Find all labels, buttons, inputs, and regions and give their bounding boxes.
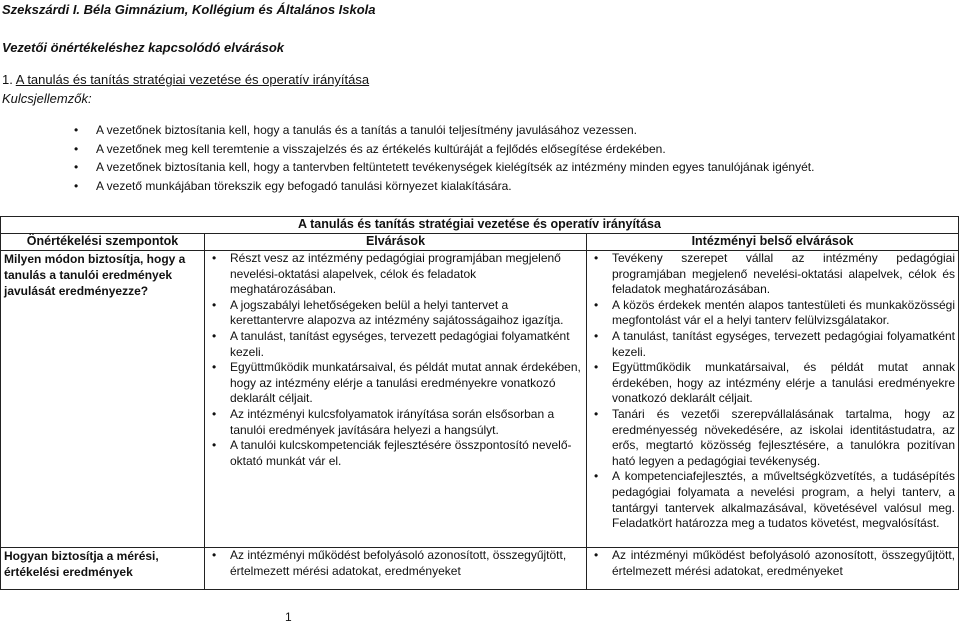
list-item: • A kompetenciafejlesztés, a műveltségközvetítés, a tudásépítés pedagógiai folyamata a nevelési program, a helyi tanterv, a tantárgyi tantervek alkalmazásával, követésével valósul meg. Feladatkört határozza meg a tudatos követést, megvalósítást. bbox=[590, 469, 955, 531]
key-characteristics-list bbox=[68, 121, 948, 195]
list-item: • A vezetőnek biztosítania kell, hogy a tantervben feltüntetett tevékenységek kielégítsék az intézmény minden egyes tanulójának igényét. bbox=[68, 158, 948, 177]
school-name: Szekszárdi I. Béla Gimnázium, Kollégium és Általános Iskola bbox=[2, 2, 376, 17]
document-subtitle: Vezetői önértékeléshez kapcsolódó elvárások bbox=[2, 40, 285, 55]
column-header-expectations: Elvárások bbox=[205, 234, 587, 251]
list-item: • A közös érdekek mentén alapos tantestületi és munkaközösségi megfontolást vár el a helyi tanterv felülvizsgálatakor. bbox=[590, 298, 955, 329]
criterion-cell: Hogyan biztosítja a mérési, értékelési eredmények bbox=[1, 548, 205, 590]
list-item: • Tevékeny szerepet vállal az intézmény pedagógiai programjában megjelenő nevelési-oktatási alapelvek, célok és feladatok meghatározásában. bbox=[590, 251, 955, 298]
section-title-text: A tanulás és tanítás stratégiai vezetése és operatív irányítása bbox=[15, 72, 370, 87]
list-item: • A vezetőnek biztosítania kell, hogy a tanulás és a tanítás a tanulói teljesítmény javulásához vezessen. bbox=[68, 121, 948, 140]
expectations-table bbox=[0, 216, 959, 590]
table-caption: A tanulás és tanítás stratégiai vezetése és operatív irányítása bbox=[1, 217, 959, 234]
list-item: • A jogszabályi lehetőségeken belül a helyi tantervet a kerettantervre alapozva az intézmény sajátosságaihoz igazítja. bbox=[208, 298, 583, 329]
internal-expectations-cell bbox=[587, 548, 959, 590]
table-row bbox=[1, 548, 959, 590]
list-item: • Az intézményi kulcsfolyamatok irányítása során elsősorban a tanulói eredmények javítására helyezi a hangsúlyt. bbox=[208, 407, 583, 438]
column-header-internal: Intézményi belső elvárások bbox=[587, 234, 959, 251]
list-item: • A tanulói kulcskompetenciák fejlesztésére összpontosító nevelő-oktató munkát vár el. bbox=[208, 438, 583, 469]
list-item: • A tanulást, tanítást egységes, tervezett pedagógiai folyamatként kezeli. bbox=[208, 329, 583, 360]
table-row bbox=[1, 251, 959, 548]
list-item: • A tanulást, tanítást egységes, tervezett pedagógiai folyamatként kezeli. bbox=[590, 329, 955, 360]
section-number: 1. bbox=[2, 72, 13, 87]
list-item: • Részt vesz az intézmény pedagógiai programjában megjelenő nevelési-oktatási alapelvek, célok és feladatok meghatározásában. bbox=[208, 251, 583, 298]
criterion-cell: Milyen módon biztosítja, hogy a tanulás a tanulói eredmények javulását eredményezze? bbox=[1, 251, 205, 548]
list-item: • Együttműködik munkatársaival, és példát mutat annak érdekében, hogy az intézmény elérje a tanulási eredményekre vonatkozó deklarált céljait. bbox=[208, 360, 583, 407]
expectations-cell bbox=[205, 251, 587, 548]
list-item: • A vezető munkájában törekszik egy befogadó tanulási környezet kialakítására. bbox=[68, 177, 948, 196]
expectations-cell bbox=[205, 548, 587, 590]
list-item: • Tanári és vezetői szerepvállalásának tartalma, hogy az eredményesség növekedésére, az iskolai identitástudatra, az erős, megtartó közösség fejlesztésére, a tanulókra pozitívan ható legyen a pedagógiai tevékenység. bbox=[590, 407, 955, 469]
page-number: 1 bbox=[285, 610, 292, 624]
column-header-criteria: Önértékelési szempontok bbox=[1, 234, 205, 251]
list-item: • A vezetőnek meg kell teremtenie a visszajelzés és az értékelés kultúráját a fejlődés elősegítése érdekében. bbox=[68, 140, 948, 159]
list-item: • Az intézményi működést befolyásoló azonosított, összegyűjtött, értelmezett mérési adatokat, eredményeket bbox=[208, 548, 583, 579]
characteristics-label: Kulcsjellemzők: bbox=[2, 91, 92, 106]
internal-expectations-cell bbox=[587, 251, 959, 548]
section-title bbox=[2, 72, 369, 87]
list-item: • Az intézményi működést befolyásoló azonosított, összegyűjtött, értelmezett mérési adatokat, eredményeket bbox=[590, 548, 955, 579]
list-item: • Együttműködik munkatársaival, és példát mutat annak érdekében, hogy az intézmény elérje a tanulási eredményekre vonatkozó deklarált céljait. bbox=[590, 360, 955, 407]
